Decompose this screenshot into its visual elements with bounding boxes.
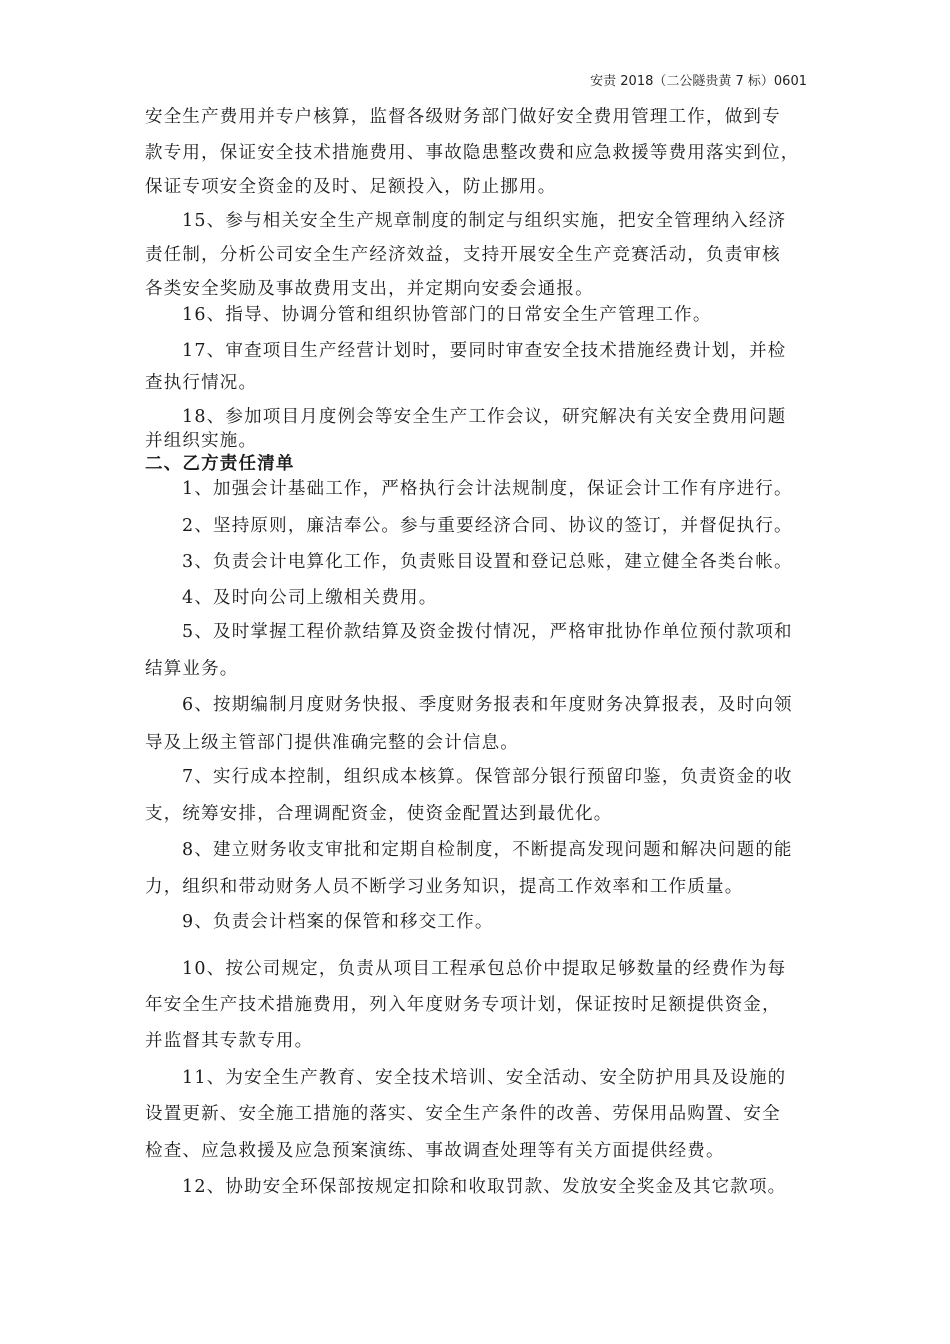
- text-line: 1、加强会计基础工作，严格执行会计法规制度，保证会计工作有序进行。: [182, 479, 793, 499]
- text-line: 3、负责会计电算化工作，负责账目设置和登记总账，建立健全各类台帐。: [182, 552, 793, 572]
- text-line: 6、按期编制月度财务快报、季度财务报表和年度财务决算报表，及时向领: [182, 695, 793, 715]
- section-heading: 二、乙方责任清单: [145, 454, 295, 474]
- text-line: 16、指导、协调分管和组织协管部门的日常安全生产管理工作。: [182, 305, 712, 325]
- text-line: 5、及时掌握工程价款结算及资金拨付情况，严格审批协作单位预付款项和: [182, 622, 793, 642]
- text-line: 18、参加项目月度例会等安全生产工作会议，研究解决有关安全费用问题: [182, 407, 787, 427]
- text-line: 结算业务。: [145, 659, 239, 679]
- text-line: 4、及时向公司上缴相关费用。: [182, 588, 438, 608]
- text-line: 8、建立财务收支审批和定期自检制度，不断提高发现问题和解决问题的能: [182, 840, 793, 860]
- text-line: 款专用，保证安全技术措施费用、事故隐患整改费和应急救援等费用落实到位，: [145, 143, 800, 163]
- text-line: 责任制，分析公司安全生产经济效益，支持开展安全生产竞赛活动，负责审核: [145, 245, 781, 265]
- text-line: 并监督其专款专用。: [145, 1031, 314, 1051]
- text-line: 支，统筹安排，合理调配资金，使资金配置达到最优化。: [145, 804, 613, 824]
- text-line: 安全生产费用并专户核算，监督各级财务部门做好安全费用管理工作，做到专: [145, 107, 781, 127]
- text-line: 保证专项安全资金的及时、足额投入，防止挪用。: [145, 177, 557, 197]
- text-line: 导及上级主管部门提供准确完整的会计信息。: [145, 733, 519, 753]
- text-line: 检查、应急救援及应急预案演练、事故调查处理等有关方面提供经费。: [145, 1141, 725, 1161]
- text-line: 15、参与相关安全生产规章制度的制定与组织实施，把安全管理纳入经济: [182, 211, 787, 231]
- text-line: 7、实行成本控制，组织成本核算。保管部分银行预留印鉴，负责资金的收: [182, 767, 793, 787]
- text-line: 10、按公司规定，负责从项目工程承包总价中提取足够数量的经费作为每: [182, 959, 787, 979]
- text-line: 并组织实施。: [145, 431, 258, 451]
- text-line: 设置更新、安全施工措施的落实、安全生产条件的改善、劳保用品购置、安全: [145, 1104, 781, 1124]
- text-line: 9、负责会计档案的保管和移交工作。: [182, 912, 494, 932]
- document-reference-header: 安责 2018（二公隧贵黄 7 标）0601: [590, 74, 807, 89]
- text-line: 11、为安全生产教育、安全技术培训、安全活动、安全防护用具及设施的: [182, 1068, 787, 1088]
- text-line: 2、坚持原则，廉洁奉公。参与重要经济合同、协议的签订，并督促执行。: [182, 516, 793, 536]
- text-line: 各类安全奖励及事故费用支出，并定期向安委会通报。: [145, 279, 594, 299]
- text-line: 查执行情况。: [145, 373, 258, 393]
- text-line: 力，组织和带动财务人员不断学习业务知识，提高工作效率和工作质量。: [145, 877, 744, 897]
- text-line: 年安全生产技术措施费用，列入年度财务专项计划，保证按时足额提供资金，: [145, 995, 781, 1015]
- text-line: 12、协助安全环保部按规定扣除和收取罚款、发放安全奖金及其它款项。: [182, 1177, 787, 1197]
- text-line: 17、审查项目生产经营计划时，要同时审查安全技术措施经费计划，并检: [182, 341, 787, 361]
